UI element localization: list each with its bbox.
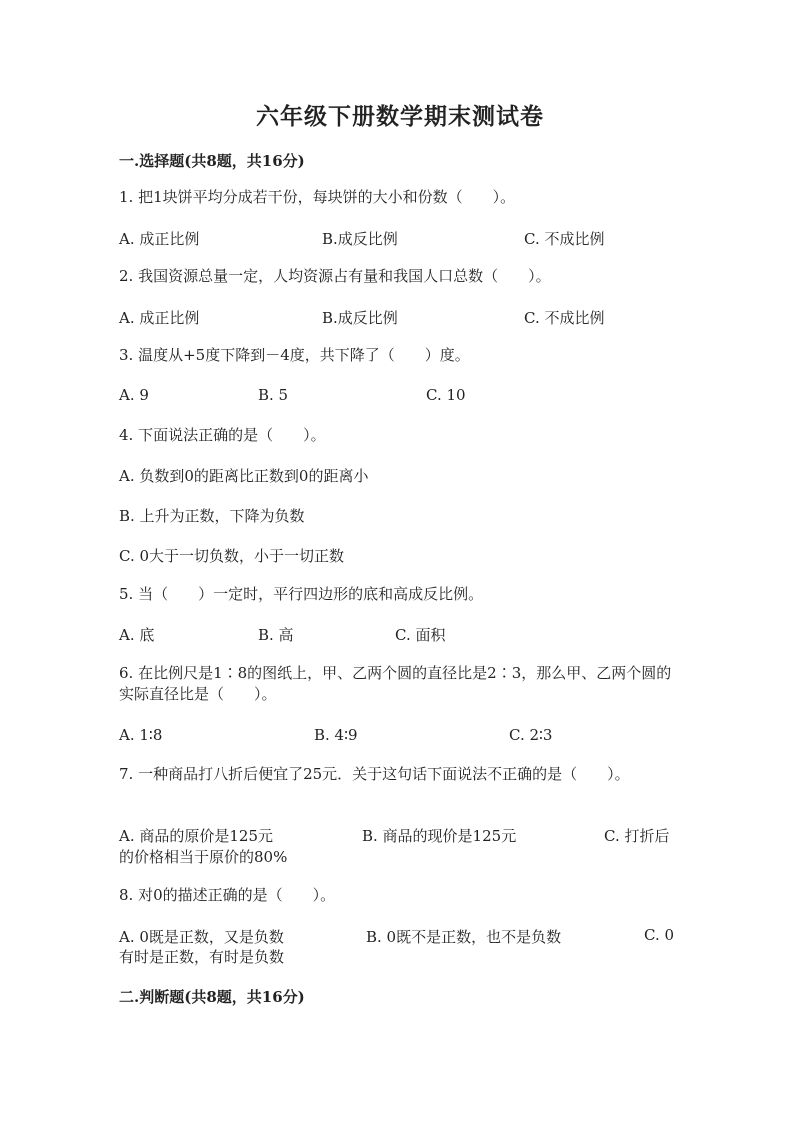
option-7b: B. 商品的现价是125元 bbox=[362, 827, 517, 845]
option-2c: C. 不成比例 bbox=[524, 309, 605, 327]
option-1b: B.成反比例 bbox=[322, 230, 398, 248]
option-3b: B. 5 bbox=[258, 386, 289, 404]
option-7c: C. 打折后 bbox=[604, 827, 670, 845]
question-8: 8. 对0的描述正确的是（ ）。 bbox=[119, 886, 336, 904]
option-1a: A. 成正比例 bbox=[119, 230, 200, 248]
question-5: 5. 当（ ）一定时，平行四边形的底和高成反比例。 bbox=[119, 585, 484, 603]
option-5a: A. 底 bbox=[119, 626, 155, 644]
question-4: 4. 下面说法正确的是（ ）。 bbox=[119, 426, 326, 444]
option-4a: A. 负数到0的距离比正数到0的距离小 bbox=[119, 467, 369, 485]
option-5c: C. 面积 bbox=[395, 626, 446, 644]
option-1c: C. 不成比例 bbox=[524, 230, 605, 248]
question-2: 2. 我国资源总量一定，人均资源占有量和我国人口总数（ ）。 bbox=[119, 267, 551, 285]
option-6a: A. 1∶8 bbox=[119, 726, 163, 744]
section-heading-choice: 一.选择题(共8题，共16分) bbox=[119, 152, 305, 170]
option-2b: B.成反比例 bbox=[322, 309, 398, 327]
option-8a: A. 0既是正数，又是负数 bbox=[119, 928, 284, 946]
option-8c: C. 0 bbox=[644, 926, 675, 944]
option-8c-continued: 有时是正数，有时是负数 bbox=[119, 948, 285, 966]
option-6b: B. 4∶9 bbox=[314, 726, 358, 744]
option-6c: C. 2∶3 bbox=[509, 726, 553, 744]
section-heading-judgment: 二.判断题(共8题，共16分) bbox=[119, 988, 305, 1006]
question-1: 1. 把1块饼平均分成若干份，每块饼的大小和份数（ ）。 bbox=[119, 188, 516, 206]
question-6: 6. 在比例尺是1∶8的图纸上，甲、乙两个圆的直径比是2∶3，那么甲、乙两个圆的实际直径比是（ ）。 bbox=[119, 664, 672, 703]
option-4b: B. 上升为正数，下降为负数 bbox=[119, 507, 305, 525]
option-3a: A. 9 bbox=[119, 386, 149, 404]
option-2a: A. 成正比例 bbox=[119, 309, 200, 327]
question-7: 7. 一种商品打八折后便宜了25元．关于这句话下面说法不正确的是（ ）。 bbox=[119, 765, 630, 783]
option-3c: C. 10 bbox=[426, 386, 466, 404]
option-7a: A. 商品的原价是125元 bbox=[119, 827, 273, 845]
option-5b: B. 高 bbox=[258, 626, 294, 644]
option-8b: B. 0既不是正数，也不是负数 bbox=[366, 928, 562, 946]
option-7c-continued: 的价格相当于原价的80% bbox=[119, 848, 288, 866]
page-title: 六年级下册数学期末测试卷 bbox=[256, 103, 544, 130]
question-3: 3. 温度从+5度下降到－4度，共下降了（ ）度。 bbox=[119, 346, 470, 364]
option-4c: C. 0大于一切负数，小于一切正数 bbox=[119, 547, 345, 565]
